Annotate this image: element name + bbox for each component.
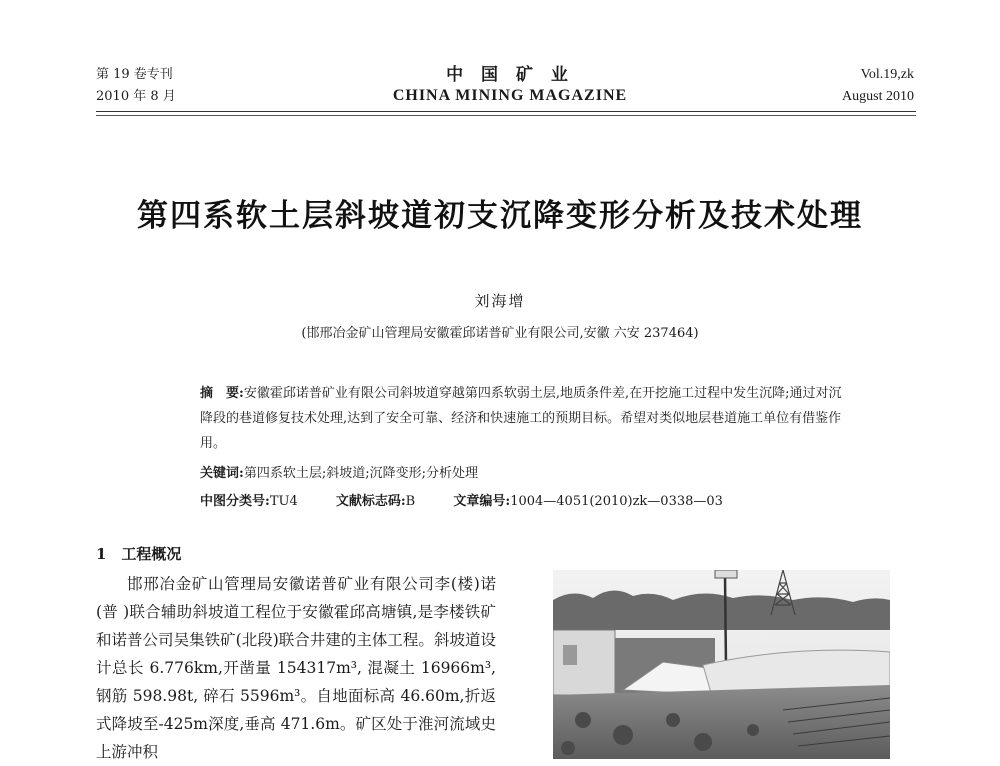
keywords-text: 第四系软土层;斜坡道;沉降变形;分析处理 <box>243 466 478 481</box>
doc-code-value: B <box>405 494 416 509</box>
keywords-label: 关键词: <box>200 466 244 481</box>
author-name: 刘海增 <box>474 292 526 310</box>
clc-value: TU4 <box>269 494 298 509</box>
journal-name-cn: 中 国 矿 业 <box>446 65 574 85</box>
clc-label: 中图分类号: <box>200 494 270 509</box>
doc-code-label: 文献标志码: <box>335 494 406 509</box>
date-en: August 2010 <box>842 89 914 104</box>
site-photo <box>553 570 890 759</box>
classification-line <box>200 490 850 509</box>
issue-date: 2010 年 8 月 <box>96 89 176 104</box>
journal-name-en: CHINA MINING MAGAZINE <box>392 87 628 104</box>
keywords <box>200 462 478 481</box>
section-heading: 1 工程概况 <box>96 545 182 563</box>
doc-code <box>336 494 415 509</box>
abstract-label: 摘 要: <box>200 386 244 401</box>
header-rule-thin <box>96 115 916 116</box>
abstract-text: 安徽霍邱诺普矿业有限公司斜坡道穿越第四系软弱土层,地质条件差,在开挖施工过程中发生沉降;通过对沉降段的巷道修复技术处理,达到了安全可靠、经济和快速施工的预期目标。希望对类似地层巷道施工单位有借鉴作用。 <box>200 386 842 451</box>
header-rule-thick <box>96 111 916 112</box>
article-number <box>453 494 723 509</box>
article-title: 第四系软土层斜坡道初支沉降变形分析及技术处理 <box>137 198 863 234</box>
volume-en: Vol.19,zk <box>860 67 914 82</box>
article-no-value: 1004—4051(2010)zk—0338—03 <box>510 494 723 509</box>
journal-volume-info <box>842 64 914 108</box>
journal-masthead <box>360 60 660 105</box>
article-no-label: 文章编号: <box>453 494 511 509</box>
body-paragraph: 邯邢冶金矿山管理局安徽诺普矿业有限公司李(楼)诺(普 )联合辅助斜坡道工程位于安徽霍邱高塘镇,是李楼铁矿和诺普公司吴集铁矿(北段)联合井建的主体工程。斜坡道设计总长 6.776km,开凿量 154317m³, 混凝土 16966m³, 钢筋 598.98t, 碎石 5596m³。自地面标高 46.60m,折返式降坡至-425m深度,垂高 471.6m。矿区处于淮河流域史上游冲积 <box>96 575 496 761</box>
abstract <box>200 381 850 456</box>
clc-code <box>200 494 298 509</box>
site-photo-image <box>553 570 890 759</box>
volume-label: 第 19 卷专刊 <box>96 67 173 82</box>
author-affiliation: (邯邢冶金矿山管理局安徽霍邱诺普矿业有限公司,安徽 六安 237464) <box>301 326 699 341</box>
journal-issue-info <box>96 64 176 108</box>
